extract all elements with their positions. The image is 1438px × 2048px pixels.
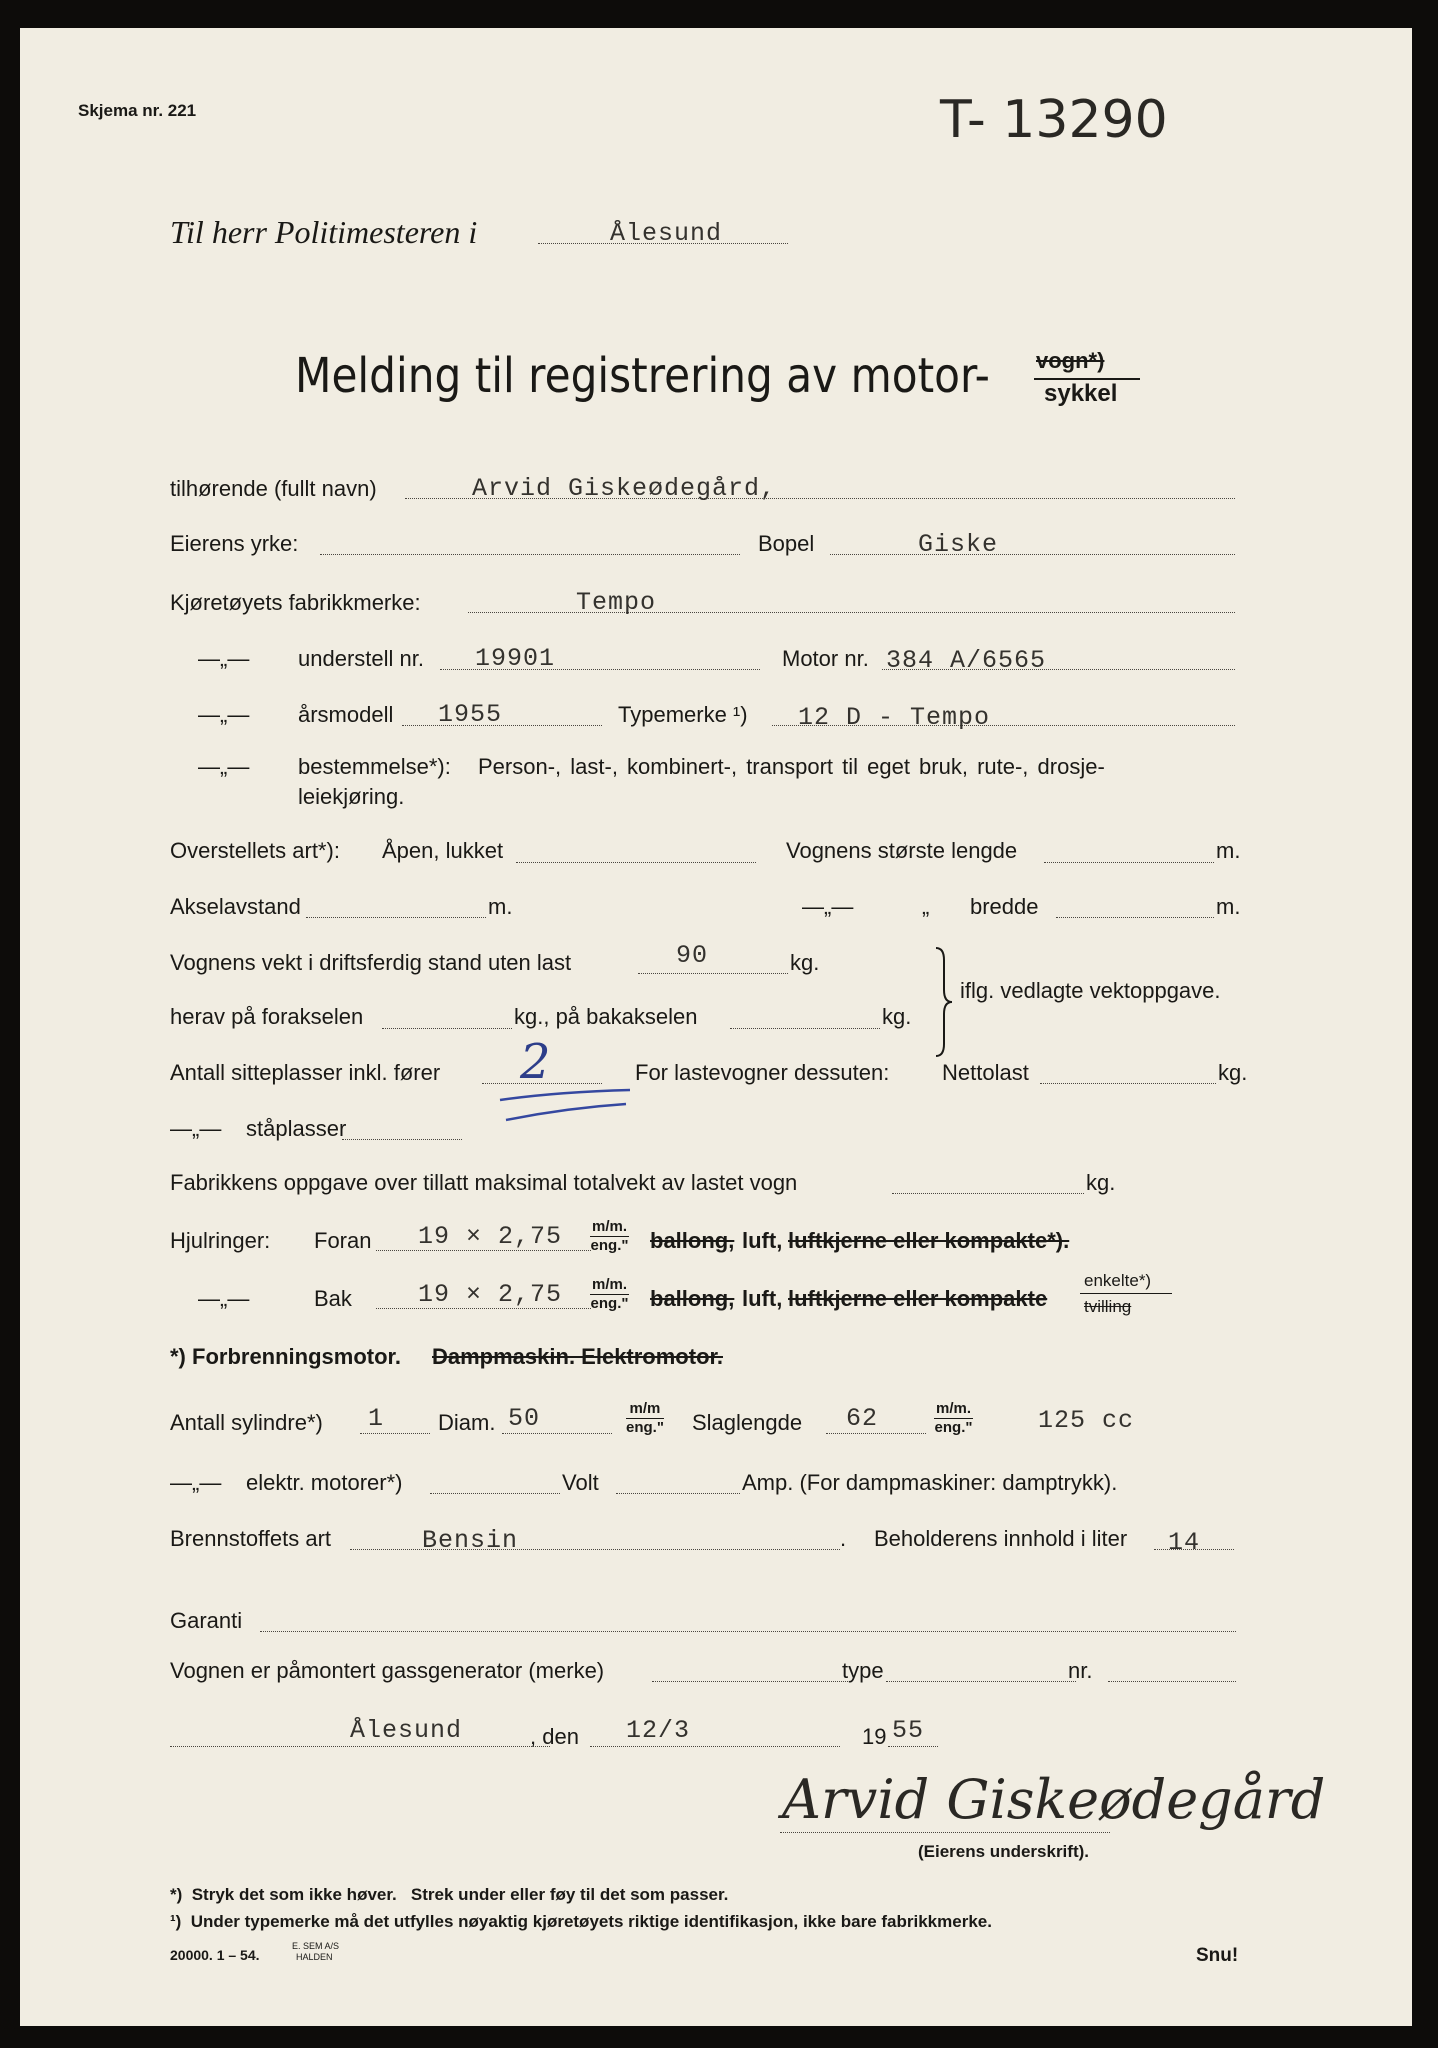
single-twin-bar xyxy=(1080,1293,1172,1294)
warranty-line xyxy=(260,1631,1236,1632)
diam-line xyxy=(502,1433,612,1434)
type-value: 12 D - Tempo xyxy=(798,703,991,732)
gas-type-line xyxy=(886,1681,1076,1682)
ditto-mark: —„— xyxy=(198,1286,250,1311)
front-axle-line xyxy=(382,1028,512,1029)
length-unit: m. xyxy=(1216,838,1241,863)
signature-line xyxy=(780,1832,1110,1833)
purpose-options: Person-, last-, kombinert-, transport til eget bruk, rute-, drosje- xyxy=(478,754,1105,779)
form-sheet xyxy=(20,28,1412,2026)
weight-value: 90 xyxy=(676,941,709,970)
date-value: 12/3 xyxy=(626,1716,691,1745)
year-prefix: 19 xyxy=(862,1724,887,1749)
width-label: bredde xyxy=(970,894,1039,919)
ditto-mark: —„— xyxy=(170,1116,222,1141)
motor-value: 384 A/6565 xyxy=(886,646,1047,675)
tyre-rear-luft: luft, xyxy=(742,1286,783,1311)
tyre-front-ballong: ballong, xyxy=(650,1228,735,1253)
rear-label: Bak xyxy=(314,1286,352,1311)
tyre-rear-value: 19 × 2,75 xyxy=(418,1280,563,1309)
title-sykkel: sykkel xyxy=(1044,380,1118,407)
net-load-label: Nettolast xyxy=(942,1060,1029,1085)
printer-name: E. SEM A/S xyxy=(292,1941,340,1951)
front-axle-label: herav på forakselen xyxy=(170,1004,364,1029)
axle-unit: m. xyxy=(488,894,513,919)
gas-gen-label: Vognen er påmontert gassgenerator (merke) xyxy=(170,1658,605,1683)
ditto-mark: —„— xyxy=(802,894,854,919)
file-number: T- 13290 xyxy=(940,90,1168,150)
tyre-rear-other: luftkjerne eller kompakte xyxy=(788,1286,1048,1311)
owner-value: Arvid Giskeødegård, xyxy=(472,474,777,503)
twin-label: tvilling xyxy=(1084,1297,1132,1316)
purpose-options-cont: leiekjøring. xyxy=(298,784,405,809)
rear-axle-label: kg., på bakakselen xyxy=(514,1004,698,1029)
net-load-unit: kg. xyxy=(1218,1060,1248,1085)
form-title: Melding til registrering av motor- xyxy=(295,348,990,404)
seats-label: Antall sitteplasser inkl. fører xyxy=(170,1060,441,1085)
max-weight-line xyxy=(892,1193,1084,1194)
body-line xyxy=(516,862,756,863)
owner-signature: Arvid Giskeødegård xyxy=(782,1768,1326,1831)
gas-gen-line xyxy=(652,1681,852,1682)
place-value: Ålesund xyxy=(350,1716,463,1745)
tank-value: 14 xyxy=(1168,1528,1201,1557)
chassis-value: 19901 xyxy=(475,644,556,673)
warranty-label: Garanti xyxy=(170,1608,243,1633)
city-value: Ålesund xyxy=(610,219,723,248)
type-label: Typemerke ¹) xyxy=(618,702,748,727)
engine-type-struck: Dampmaskin. Elektromotor. xyxy=(432,1344,723,1369)
brace-icon xyxy=(932,946,956,1058)
residence-label: Bopel xyxy=(758,531,815,556)
axle-label: Akselavstand xyxy=(170,894,301,919)
body-value: Åpen, lukket xyxy=(382,838,504,863)
cylinders-line xyxy=(360,1433,430,1434)
tyre-rear-unit: m/m. eng." xyxy=(590,1276,629,1312)
gas-type-label: type xyxy=(842,1658,884,1683)
cargo-label: For lastevogner dessuten: xyxy=(635,1060,890,1085)
date-line xyxy=(590,1746,840,1747)
print-code: 20000. 1 – 54. xyxy=(170,1947,260,1963)
fuel-value: Bensin xyxy=(422,1526,519,1555)
amp-label: Amp. (For dampmaskiner: damptrykk). xyxy=(742,1470,1118,1495)
front-label: Foran xyxy=(314,1228,372,1253)
standing-label: ståplasser xyxy=(246,1116,347,1141)
seats-value: 2 xyxy=(520,1034,551,1090)
owner-label: tilhørende (fullt navn) xyxy=(170,476,377,501)
width-quote: „ xyxy=(922,894,930,919)
body-label: Overstellets art*): xyxy=(170,838,340,863)
diam-label: Diam. xyxy=(438,1410,496,1435)
rear-axle-line xyxy=(730,1028,880,1029)
electric-label: elektr. motorer*) xyxy=(246,1470,403,1495)
electric-line xyxy=(430,1493,560,1494)
tank-label: Beholderens innhold i liter xyxy=(874,1526,1128,1551)
diam-unit: m/m eng." xyxy=(626,1400,664,1436)
stroke-line xyxy=(826,1433,926,1434)
standing-line xyxy=(342,1139,462,1140)
occupation-label: Eierens yrke: xyxy=(170,531,299,556)
residence-value: Giske xyxy=(918,530,999,559)
purpose-label: bestemmelse*): xyxy=(298,754,451,779)
footnote-1: *) Stryk det som ikke høver. Strek under eller føy til det som passer. xyxy=(170,1885,729,1904)
width-unit: m. xyxy=(1216,894,1241,919)
max-weight-unit: kg. xyxy=(1086,1170,1116,1195)
net-load-line xyxy=(1040,1083,1216,1084)
printer-city: HALDEN xyxy=(296,1952,333,1962)
signature-label: (Eierens underskrift). xyxy=(918,1842,1089,1861)
turn-over-note: Snu! xyxy=(1196,1945,1239,1966)
ditto-mark: —„— xyxy=(198,646,250,671)
tyres-label: Hjulringer: xyxy=(170,1228,271,1253)
ditto-mark: —„— xyxy=(170,1470,222,1495)
cylinders-value: 1 xyxy=(368,1404,385,1433)
residence-line xyxy=(830,554,1235,555)
weight-unit: kg. xyxy=(790,950,820,975)
tyre-front-value: 19 × 2,75 xyxy=(418,1222,563,1251)
axle-line xyxy=(306,917,486,918)
volt-line xyxy=(616,1493,740,1494)
stroke-label: Slaglengde xyxy=(692,1410,803,1435)
weight-line xyxy=(638,973,788,974)
model-year-value: 1955 xyxy=(438,700,503,729)
date-label: , den xyxy=(530,1724,579,1749)
model-year-label: årsmodell xyxy=(298,702,394,727)
stroke-unit: m/m. eng." xyxy=(934,1400,973,1436)
footnote-2: ¹) Under typemerke må det utfylles nøyaktig kjøretøyets riktige identifikasjon, ikke bare fabrikkmerke. xyxy=(170,1912,992,1931)
addressee-label: Til herr Politimesteren i xyxy=(170,214,478,250)
width-line xyxy=(1056,917,1214,918)
length-line xyxy=(1044,862,1214,863)
fuel-dot: . xyxy=(840,1526,847,1551)
single-label: enkelte*) xyxy=(1084,1271,1152,1290)
ditto-mark: —„— xyxy=(198,702,250,727)
tyre-front-luft: luft, xyxy=(742,1228,783,1253)
volt-label: Volt xyxy=(562,1470,599,1495)
ditto-mark: —„— xyxy=(198,754,250,779)
weight-note: iflg. vedlagte vektoppgave. xyxy=(960,978,1221,1003)
length-label: Vognens største lengde xyxy=(786,838,1018,863)
engine-type-kept: *) Forbrenningsmotor. xyxy=(170,1344,401,1369)
weight-label: Vognens vekt i driftsferdig stand uten last xyxy=(170,950,572,975)
make-value: Tempo xyxy=(576,588,657,617)
occupation-line xyxy=(320,554,740,555)
tyre-front-unit: m/m. eng." xyxy=(590,1218,629,1254)
gas-nr-line xyxy=(1108,1681,1236,1682)
max-weight-label: Fabrikkens oppgave over tillatt maksimal totalvekt av lastet vogn xyxy=(170,1170,798,1195)
year-line xyxy=(888,1746,938,1747)
motor-label: Motor nr. xyxy=(782,646,869,671)
ink-underline xyxy=(496,1086,636,1126)
stroke-value: 62 xyxy=(846,1404,879,1433)
year-value: 55 xyxy=(892,1716,925,1745)
fuel-label: Brennstoffets art xyxy=(170,1526,332,1551)
rear-axle-unit: kg. xyxy=(882,1004,912,1029)
form-number: Skjema nr. 221 xyxy=(78,101,197,120)
cylinders-label: Antall sylindre*) xyxy=(170,1410,323,1435)
chassis-label: understell nr. xyxy=(298,646,424,671)
diam-value: 50 xyxy=(508,1404,541,1433)
title-vogn-struck: vogn*) xyxy=(1036,348,1105,373)
tyre-rear-ballong: ballong, xyxy=(650,1286,735,1311)
place-line xyxy=(170,1746,550,1747)
gas-nr-label: nr. xyxy=(1068,1658,1093,1683)
make-label: Kjøretøyets fabrikkmerke: xyxy=(170,590,421,615)
tyre-front-other: luftkjerne eller kompakte*). xyxy=(788,1228,1070,1253)
displacement-value: 125 cc xyxy=(1038,1406,1135,1435)
